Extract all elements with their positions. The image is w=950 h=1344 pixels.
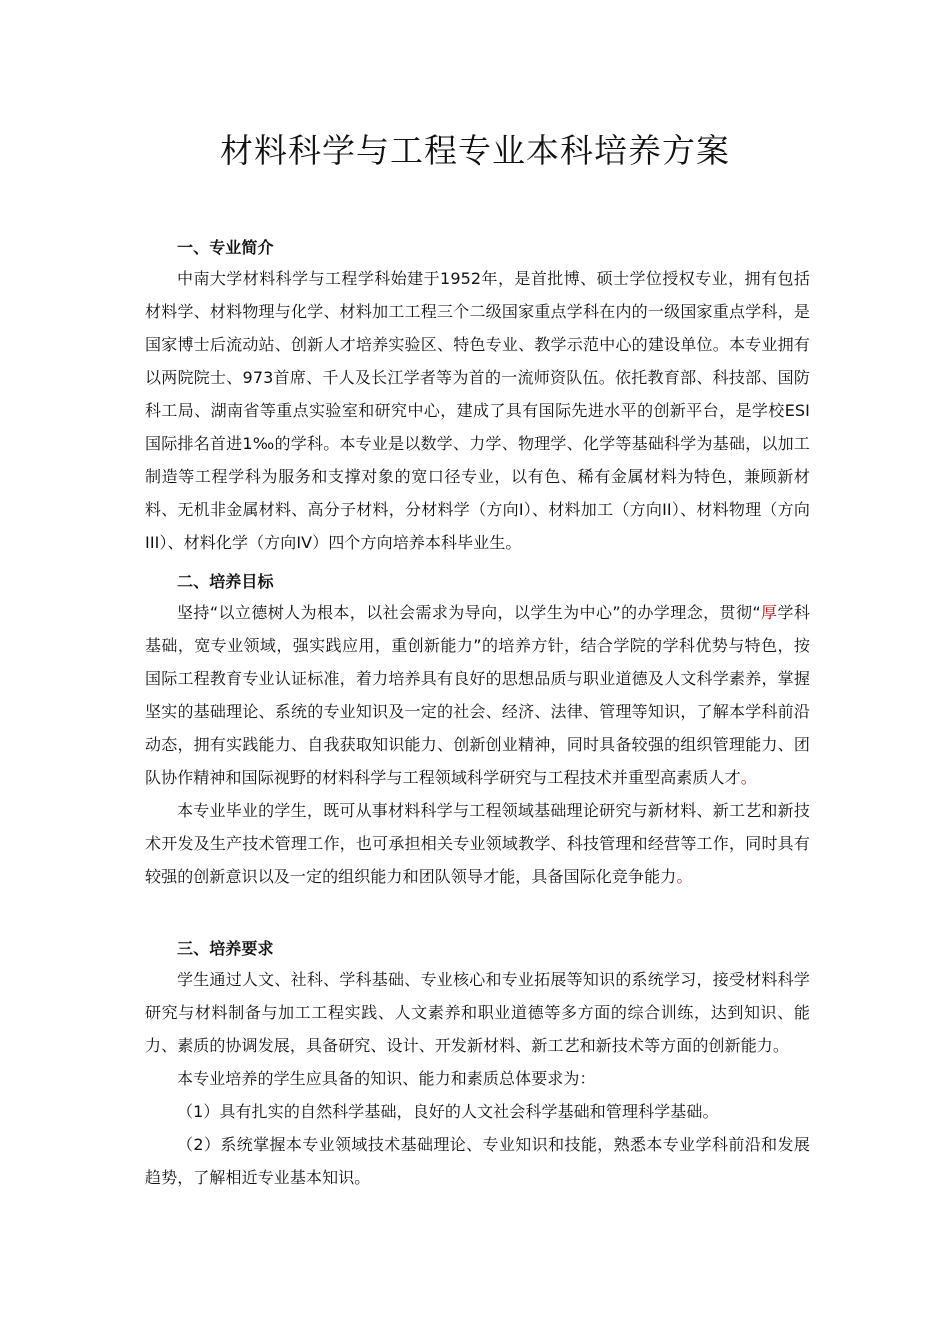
section-heading: 二、培养目标 xyxy=(177,572,274,591)
section-introduction xyxy=(145,234,810,559)
list-item: （1）具有扎实的自然科学基础，良好的人文社会科学基础和管理科学基础。 xyxy=(177,1102,719,1121)
section-heading: 三、培养要求 xyxy=(177,939,274,958)
highlighted-punctuation: 。 xyxy=(740,768,757,787)
paragraph: 本专业培养的学生应具备的知识、能力和素质总体要求为： xyxy=(177,1069,596,1088)
paragraph xyxy=(145,794,810,893)
paragraph-text: 坚持“以立德树人为根本，以社会需求为导向，以学生为中心”的办学理念，贯彻“ xyxy=(177,603,761,622)
highlighted-text: 厚 xyxy=(760,603,778,622)
section-heading: 一、专业简介 xyxy=(177,238,274,257)
section-requirements xyxy=(145,935,810,1194)
section-objectives xyxy=(145,568,810,893)
paragraph-text: 学科基础，宽专业领域，强实践应用，重创新能力”的培养方针，结合学院的学科优势与特色，按国际工程教育专业认证标准，着力培养具有良好的思想品质与职业道德及人文科学素养，掌握坚实的基础理论、系统的专业知识及一定的社会、经济、法律、管理等知识，了解本学科前沿动态，拥有实践能力、自我获取知识能力、创新创业精神，同时具备较强的组织管理能力、团队协作精神和国际视野的材料科学与工程领域科学研究与工程技术并重型高素质人才 xyxy=(145,603,810,787)
list-item: （2）系统掌握本专业领域技术基础理论、专业知识和技能，熟悉本专业学科前沿和发展趋势，了解相近专业基本知识。 xyxy=(145,1135,810,1187)
paragraph-text: 本专业毕业的学生，既可从事材料科学与工程领域基础理论研究与新材料、新工艺和新技术开发及生产技术管理工作，也可承担相关专业领域教学、科技管理和经营等工作，同时具有较强的创新意识以及一定的组织能力和团队领导才能，具备国际化竞争能力 xyxy=(145,801,810,886)
paragraph xyxy=(145,596,810,794)
document-title: 材料科学与工程专业本科培养方案 xyxy=(220,131,730,170)
paragraph: 中南大学材料科学与工程学科始建于1952年，是首批博、硕士学位授权专业，拥有包括材料学、材料物理与化学、材料加工工程三个二级国家重点学科在内的一级国家重点学科，是国家博士后流动站、创新人才培养实验区、特色专业、教学示范中心的建设单位。本专业拥有以两院院士、973首席、千人及长江学者等为首的一流师资队伍。依托教育部、科技部、国防科工局、湖南省等重点实验室和研究中心，建成了具有国际先进水平的创新平台，是学校ESI国际排名首进1‰的学科。本专业是以数学、力学、物理学、化学等基础科学为基础，以加工制造等工程学科为服务和支撑对象的宽口径专业，以有色、稀有金属材料为特色，兼顾新材料、无机非金属材料、高分子材料，分材料学（方向I）、材料加工（方向II）、材料物理（方向III）、材料化学（方向IV）四个方向培养本科毕业生。 xyxy=(145,269,810,552)
highlighted-punctuation: 。 xyxy=(676,867,693,886)
paragraph: 学生通过人文、社科、学科基础、专业核心和专业拓展等知识的系统学习，接受材料科学研究与材料制备与加工工程实践、人文素养和职业道德等多方面的综合训练，达到知识、能力、素质的协调发展，具备研究、设计、开发新材料、新工艺和新技术等方面的创新能力。 xyxy=(145,970,810,1055)
